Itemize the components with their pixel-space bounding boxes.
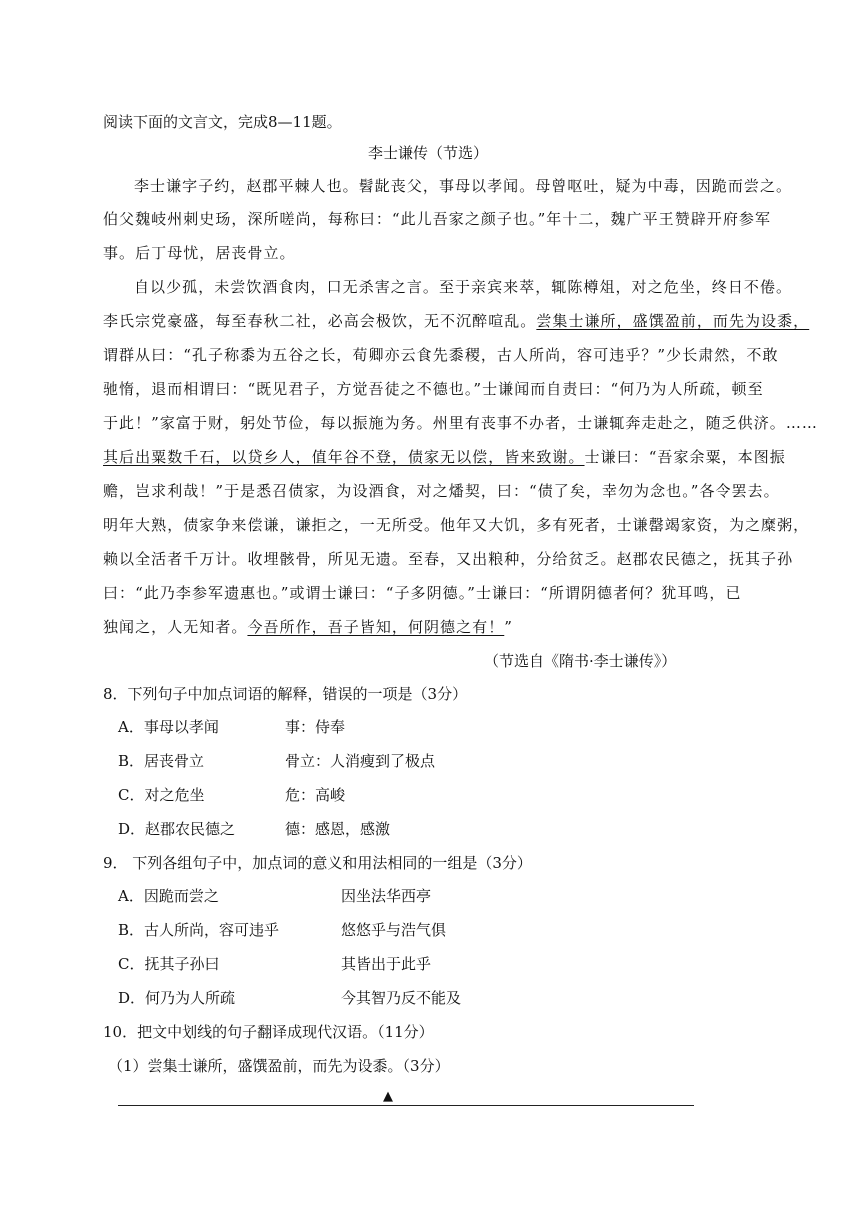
option-letter: C．: [118, 786, 145, 804]
option-left-sentence: 古人所尚，容可违乎: [144, 921, 280, 939]
passage-line: 曰：“此乃李参军遗惠也。”或谓士谦曰：“子多阴德。”士谦曰：“所谓阴德者何？犹耳鸣，已: [103, 584, 742, 602]
passage-line: 谓群从曰：“孔子称黍为五谷之长，荀卿亦云食先黍稷，古人所尚，容可违乎？”少长肃然，不敢: [103, 346, 779, 364]
q8-option-c: [118, 785, 205, 805]
option-letter: D．: [118, 989, 146, 1007]
passage-text: 独闻之，人无知者。: [103, 618, 248, 636]
passage-text: ”: [504, 618, 513, 636]
passage-line: 伯父魏岐州刺史玚，深所嗟尚，每称曰：“此儿吾家之颜子也。”年十二，魏广平王赞辟开府参军: [103, 210, 771, 228]
source-citation: （节选自《隋书·李士谦传》）: [484, 652, 677, 670]
passage-text: 李氏宗党豪盛，每至春秋二社，必高会极饮，无不沉醉喧乱。: [103, 312, 537, 330]
q8-option-d: [118, 819, 235, 839]
passage-line: 李士谦字子约，赵郡平棘人也。髫龀丧父，事母以孝闻。母曾呕吐，疑为中毒，因跪而尝之。: [134, 177, 793, 195]
question-8-stem: 8．下列句子中加点词语的解释，错误的一项是（3分）: [103, 685, 468, 703]
q9-option-d: [118, 988, 235, 1008]
q9-option-a: [118, 886, 219, 906]
underlined-sentence-3: 今吾所作，吾子皆知，何阴德之有！: [247, 618, 505, 636]
option-letter: A．: [118, 887, 144, 905]
option-sentence: 事母以孝闻: [143, 718, 219, 736]
answer-line[interactable]: [118, 1105, 694, 1106]
q9-option-a-right: 因坐法华西亭: [341, 887, 432, 905]
intro-instruction: 阅读下面的文言文，完成8—11题。: [103, 113, 342, 131]
option-letter: A．: [118, 718, 144, 736]
question-10-sub1: （1）尝集士谦所，盛馔盈前，而先为设黍。（3分）: [108, 1057, 450, 1075]
passage-line: 明年大熟，债家争来偿谦，谦拒之，一无所受。他年又大饥，多有死者，士谦罄竭家资，为之糜粥，: [103, 516, 810, 534]
passage-line: [103, 447, 786, 467]
q8-option-b-gloss: 骨立：人消瘦到了极点: [285, 752, 436, 770]
passage-line: 赖以全活者千万计。收埋骸骨，所见无遗。至春，又出粮种，分给贫乏。赵郡农民德之，抚其子孙: [103, 550, 794, 568]
option-sentence: 居丧骨立: [144, 752, 205, 770]
question-10-stem: 10．把文中划线的句子翻译成现代汉语。（11分）: [103, 1023, 434, 1041]
passage-line: 于此！”家富于财，躬处节俭，每以振施为务。州里有丧事不办者，士谦辄奔走赴之，随乏供济。……: [103, 414, 818, 432]
q9-option-c-right: 其皆出于此乎: [341, 955, 432, 973]
q8-option-a-gloss: 事：侍奉: [285, 718, 346, 736]
passage-text: 士谦曰：“吾家余粟，本图振: [584, 448, 786, 466]
option-letter: C．: [118, 955, 145, 973]
underlined-sentence-1: 尝集士谦所，盛馔盈前，而先为设黍，: [536, 312, 810, 330]
option-letter: B．: [118, 752, 145, 770]
option-letter: B．: [118, 921, 145, 939]
passage-title: 李士谦传（节选）: [368, 144, 489, 162]
option-sentence: 赵郡农民德之: [145, 820, 236, 838]
q8-option-b: [118, 751, 204, 771]
q9-option-c: [118, 954, 220, 974]
underlined-sentence-2: 其后出粟数千石，以贷乡人，值年谷不登，债家无以偿，皆来致谢。: [103, 448, 585, 466]
question-9-stem: 9． 下列各组句子中，加点词的意义和用法相同的一组是（3分）: [103, 854, 532, 872]
q8-option-d-gloss: 德：感恩，感激: [285, 820, 391, 838]
passage-line: [103, 617, 513, 637]
q8-option-a: [118, 717, 219, 737]
option-sentence: 对之危坐: [144, 786, 205, 804]
passage-line: 驰惰，退而相谓曰：“既见君子，方觉吾徒之不德也。”士谦闻而自责曰：“何乃为人所疏，顿至: [103, 380, 764, 398]
q8-option-c-gloss: 危：高峻: [285, 786, 346, 804]
passage-line: 自以少孤，未尝饮酒食肉，口无杀害之言。至于亲宾来萃，辄陈樽俎，对之危坐，终日不倦。: [134, 278, 793, 296]
q9-option-d-right: 今其智乃反不能及: [341, 989, 462, 1007]
option-left-sentence: 何乃为人所疏: [145, 989, 236, 1007]
q9-option-b-right: 悠悠乎与浩气俱: [341, 921, 447, 939]
q9-option-b: [118, 920, 279, 940]
option-left-sentence: 抚其子孙曰: [144, 955, 220, 973]
option-letter: D．: [118, 820, 146, 838]
option-left-sentence: 因跪而尝之: [143, 887, 219, 905]
passage-line: 事。后丁母忧，居丧骨立。: [103, 244, 296, 262]
passage-line: [103, 311, 809, 331]
answer-marker-triangle: ▲: [383, 1089, 393, 1104]
passage-line: 赡，岂求利哉！”于是悉召债家，为设酒食，对之燔契，曰：“债了矣，幸勿为念也。”各令罢去。: [103, 482, 780, 500]
